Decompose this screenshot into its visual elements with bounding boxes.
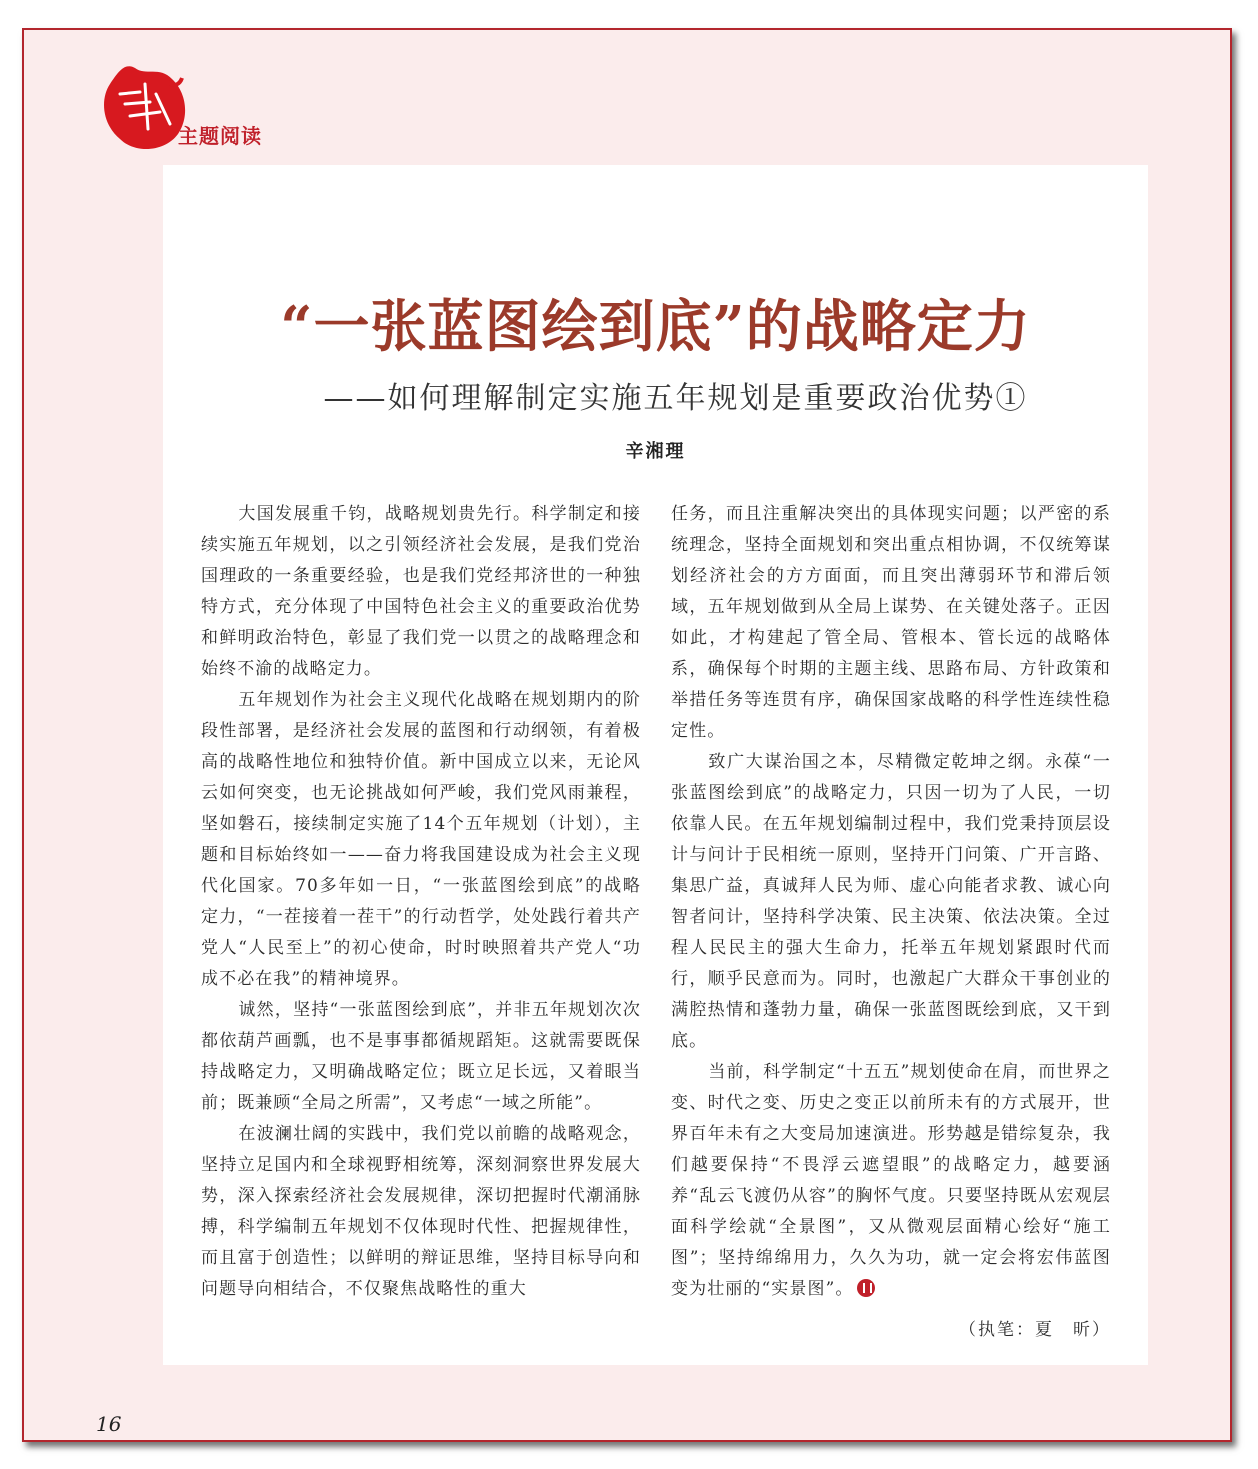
article-signature: （执笔：夏 昕） — [959, 1320, 1111, 1340]
paragraph-text: 当前，科学制定“十五五”规划使命在肩，而世界之变、时代之变、历史之变正以前所未有的方式展开，世界百年未有之大变局加速演进。形势越是错综复杂，我们越要保持“不畏浮云遮望眼”的战略定力，越要涵养“乱云飞渡仍从容”的胸怀气度。只要坚持既从宏观层面科学绘就“全景图”，又从微观层面精心绘好“施工图”；坚持绵绵用力，久久为功，就一定会将宏伟蓝图变为壮丽的“实景图”。 — [671, 1062, 1111, 1299]
article-column-right — [671, 499, 1111, 1305]
article-title: “一张蓝图绘到底”的战略定力 — [280, 294, 1031, 360]
paragraph-continued: 任务，而且注重解决突出的具体现实问题；以严密的系统理念，坚持全面规划和突出重点相协调，不仅统筹谋划经济社会的方方面面，而且突出薄弱环节和滞后领域，五年规划做到从全局上谋势、在关键处落子。正因如此，才构建起了管全局、管根本、管长远的战略体系，确保每个时期的主题主线、思路布局、方针政策和举措任务等连贯有序，确保国家战略的科学性连续性稳定性。 — [671, 504, 1111, 741]
article-subtitle: ——如何理解制定实施五年规划是重要政治优势① — [323, 381, 1028, 416]
paragraph — [671, 1057, 1111, 1305]
article-card — [163, 165, 1148, 1365]
paragraph: 致广大谋治国之本，尽精微定乾坤之纲。永葆“一张蓝图绘到底”的战略定力，只因一切为了人民，一切依靠人民。在五年规划编制过程中，我们党秉持顶层设计与问计于民相统一原则，坚持开门问策、广开言路、集思广益，真诚拜人民为师、虚心向能者求教、诚心向智者问计，坚持科学决策、民主决策、依法决策。全过程人民民主的强大生命力，托举五年规划紧跟时代而行，顺乎民意而为。同时，也激起广大群众干事创业的满腔热情和蓬勃力量，确保一张蓝图既绘到底，又干到底。 — [671, 752, 1111, 1051]
paragraph: 在波澜壮阔的实践中，我们党以前瞻的战略观念，坚持立足国内和全球视野相统筹，深刻洞察世界发展大势，深入探索经济社会发展规律，深切把握时代潮涌脉搏，科学编制五年规划不仅体现时代性、把握规律性，而且富于创造性；以鲜明的辩证思维，坚持目标导向和问题导向相结合，不仅聚焦战略性的重大 — [201, 1124, 641, 1299]
paragraph: 诚然，坚持“一张蓝图绘到底”，并非五年规划次次都依葫芦画瓢，也不是事事都循规蹈矩。这就需要既保持战略定力，又明确战略定位；既立足长远，又着眼当前；既兼顾“全局之所需”，又考虑“一域之所能”。 — [201, 1000, 641, 1113]
section-label: 主题阅读 — [178, 124, 262, 148]
article-column-left — [201, 499, 641, 1305]
end-mark-icon — [857, 1279, 875, 1297]
magazine-page — [22, 28, 1232, 1442]
article-author: 辛湘理 — [625, 441, 686, 462]
page-number: 16 — [96, 1412, 122, 1436]
paragraph: 五年规划作为社会主义现代化战略在规划期内的阶段性部署，是经济社会发展的蓝图和行动纲领，有着极高的战略性地位和独特价值。新中国成立以来，无论风云如何突变，也无论挑战如何严峻，我们党风雨兼程，坚如磐石，接续制定实施了14个五年规划（计划），主题和目标始终如一——奋力将我国建设成为社会主义现代化国家。70多年如一日，“一张蓝图绘到底”的战略定力，“一茬接着一茬干”的行动哲学，处处践行着共产党人“人民至上”的初心使命，时时映照着共产党人“功成不必在我”的精神境界。 — [201, 690, 641, 989]
paragraph: 大国发展重千钧，战略规划贵先行。科学制定和接续实施五年规划，以之引领经济社会发展，是我们党治国理政的一条重要经验，也是我们党经邦济世的一种独特方式，充分体现了中国特色社会主义的重要政治优势和鲜明政治特色，彰显了我们党一以贯之的战略理念和始终不渝的战略定力。 — [201, 504, 641, 679]
